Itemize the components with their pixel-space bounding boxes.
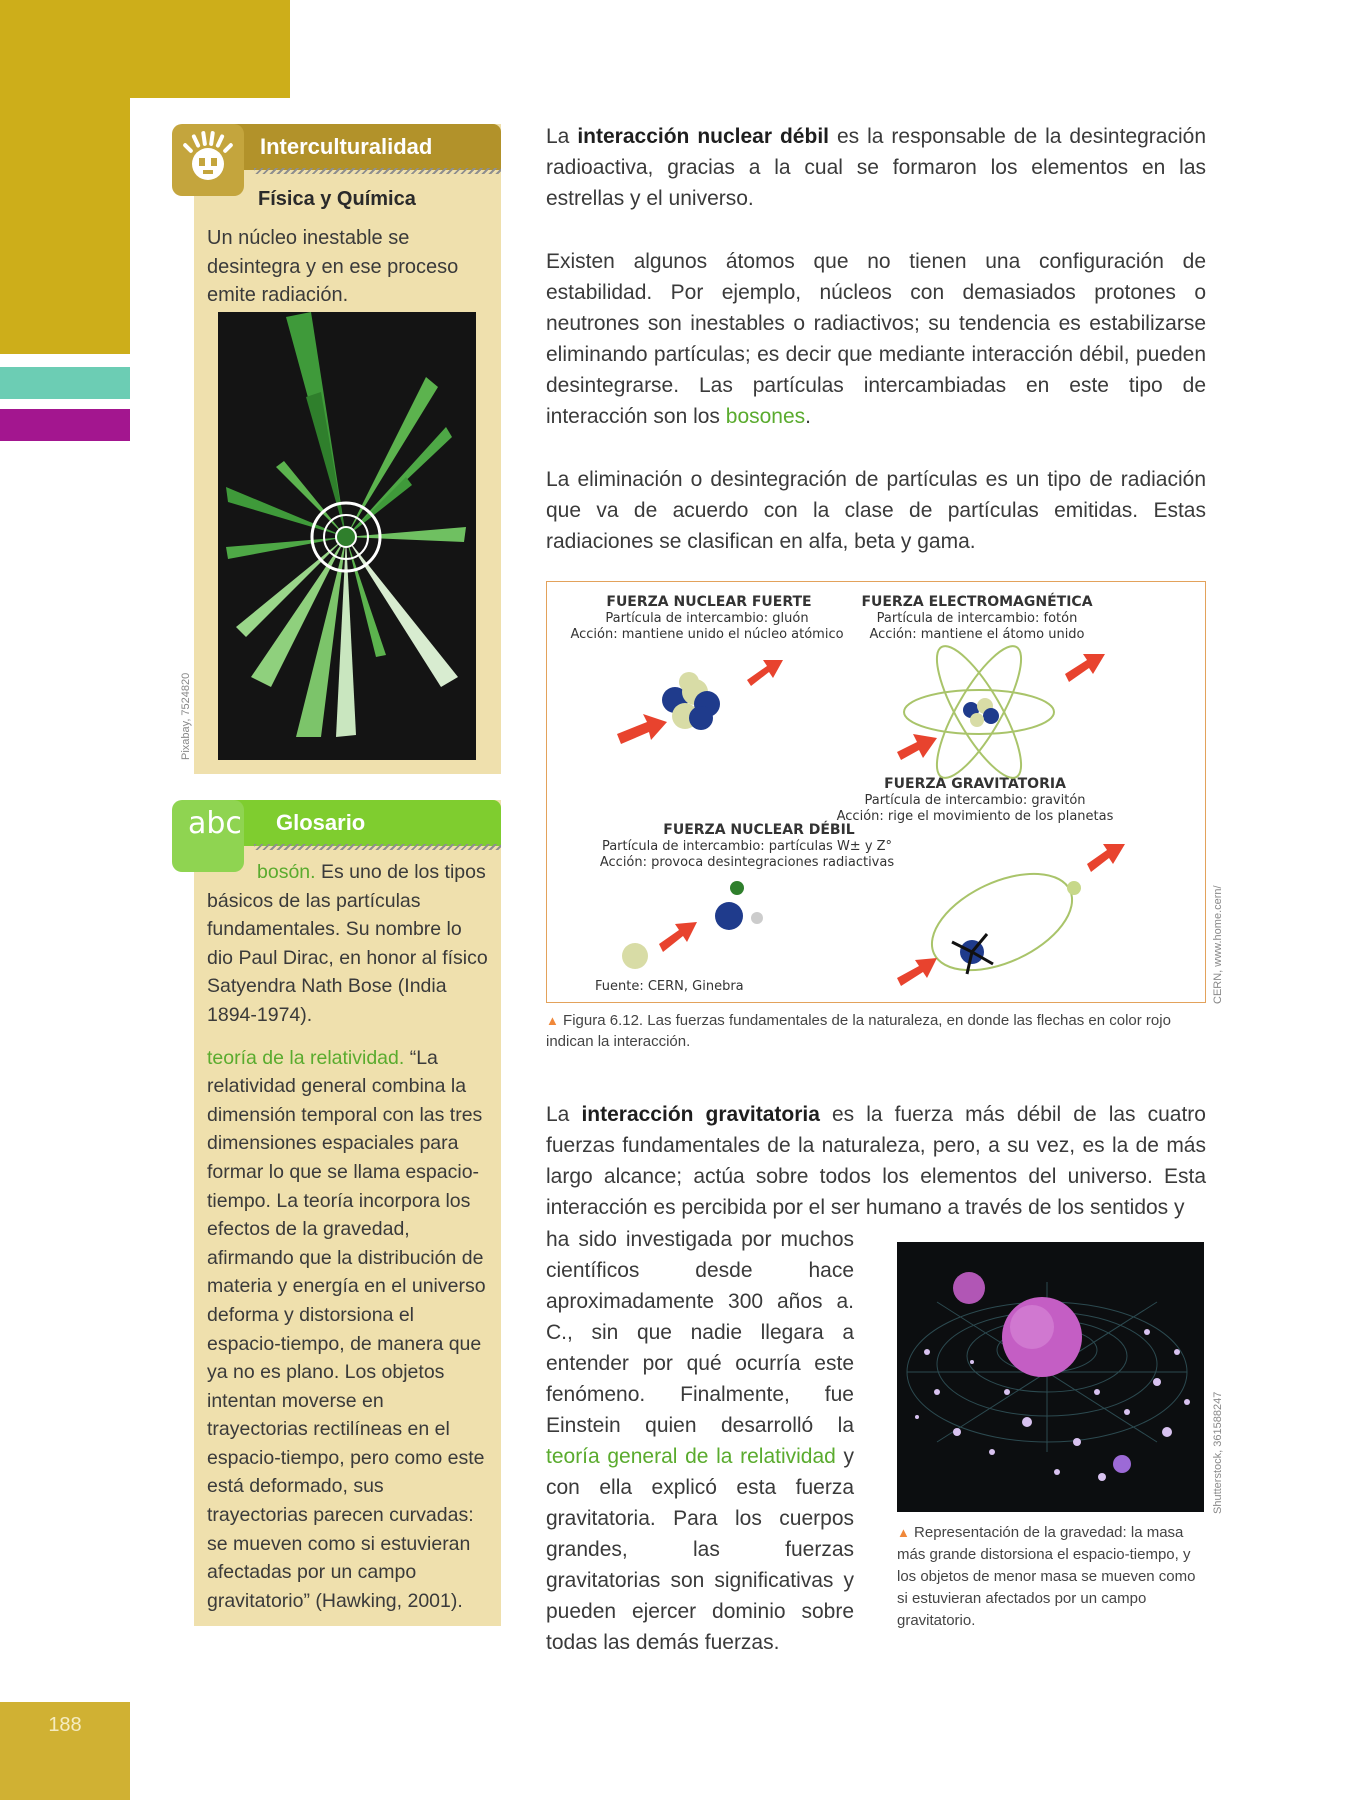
glosario-term: teoría de la relatividad. bbox=[207, 1046, 405, 1069]
paragraph-weak-nuclear: La interacción nuclear débil es la responsable de la desintegración radioactiva, gracias a la cual se formaron los elementos en las estrellas y el universo. bbox=[546, 125, 1206, 210]
glosario-entry bbox=[207, 858, 489, 1030]
page-number: 188 bbox=[48, 1714, 82, 1736]
figure-credit: CERN, www.home.cern/ bbox=[1212, 885, 1224, 1004]
relativity-link[interactable]: teoría general de la relatividad bbox=[546, 1445, 836, 1468]
electro-line1: Partícula de intercambio: fotón bbox=[876, 611, 1078, 626]
glosario-entries bbox=[207, 858, 489, 1629]
glosario-definition: “La relatividad general combina la dimensión temporal con las tres dimensiones espaciales para formar lo que se llama espacio-tiempo. La teoría incorpora los efectos de la gravedad, afirmando que la distribución de materia y energía en el universo deforma y distorsiona el espacio-tiempo, de manera que ya no es plano. Los objetos intentan moverse en trayectorias rectilíneas en el espacio-tiempo, pero como este está deformado, sus trayectorias parecen curvadas: se mueven como si estuvieran afectadas por un campo gravitatorio” (Hawking, 2001). bbox=[207, 1046, 486, 1612]
nucleus-strong bbox=[662, 672, 720, 730]
fuerte-line2: Acción: mantiene unido el núcleo atómico bbox=[570, 627, 844, 642]
glosario-title: Glosario bbox=[276, 810, 366, 835]
spacetime-illustration bbox=[897, 1242, 1204, 1512]
space-image-credit: Shutterstock, 361588247 bbox=[1212, 1391, 1224, 1514]
paragraph-radiation: La eliminación o desintegración de partículas es un tipo de radiación que va de acuerdo con la clase de partículas emitidas. Estas radiaciones se clasifican en alfa, beta y gama. bbox=[546, 468, 1206, 553]
mask-icon bbox=[172, 124, 244, 196]
space-image-caption: ▲ Representación de la gravedad: la masa más grande distorsiona el espacio-tiempo, y los objetos de menor masa se mueven como si estuvieran afectados por un campo gravitatorio. bbox=[897, 1524, 1196, 1629]
decorative-band-teal bbox=[0, 367, 130, 399]
fuerte-line1: Partícula de intercambio: gluón bbox=[605, 611, 809, 626]
grav-line2: Acción: rige el movimiento de los planetas bbox=[836, 809, 1114, 824]
debil-line2: Acción: provoca desintegraciones radiactivas bbox=[599, 855, 895, 870]
glosario-entry bbox=[207, 1044, 489, 1616]
interculturalidad-text: Un núcleo inestable se desintegra y en ese proceso emite radiación. bbox=[207, 227, 459, 306]
fundamental-forces-figure bbox=[546, 581, 1206, 1003]
triangle-icon: ▲ bbox=[897, 1525, 910, 1540]
decorative-band-magenta bbox=[0, 409, 130, 441]
particle-tracks-photo bbox=[218, 312, 476, 760]
grav-title: FUERZA GRAVITATORIA bbox=[884, 776, 1066, 792]
interculturalidad-box bbox=[194, 124, 501, 774]
decorative-band-top bbox=[0, 0, 290, 98]
electro-title: FUERZA ELECTROMAGNÉTICA bbox=[861, 594, 1093, 610]
debil-line1: Partícula de intercambio: partículas W± y Z° bbox=[601, 839, 893, 854]
triangle-icon: ▲ bbox=[546, 1013, 559, 1028]
figure-source: Fuente: CERN, Ginebra bbox=[595, 979, 744, 994]
interculturalidad-title: Interculturalidad bbox=[260, 134, 433, 159]
debil-title: FUERZA NUCLEAR DÉBIL bbox=[663, 822, 855, 838]
paragraph-stability: Existen algunos átomos que no tienen una configuración de estabilidad. Por ejemplo, núcleos con demasiados protones o neutrones son inestables o radiactivos; su tendencia es estabilizarse eliminando partículas; es decir que mediante interacción débil, pueden desintegrarse. Las partículas intercambiadas en este tipo de interacción son los bosones. bbox=[546, 250, 1206, 428]
glosario-definition: Es uno de los tipos básicos de las partículas fundamentales. Su nombre lo dio Paul Dirac, en honor al físico Satyendra Nath Bose (India 1894-1974). bbox=[207, 861, 488, 1026]
interculturalidad-subtitle: Física y Química bbox=[258, 188, 416, 210]
alphabet-icon: abc bbox=[172, 800, 244, 872]
electro-line2: Acción: mantiene el átomo unido bbox=[869, 627, 1085, 642]
figure-caption: ▲ Figura 6.12. Las fuerzas fundamentales de la naturaleza, en donde las flechas en color rojo indican la interacción. bbox=[546, 1012, 1171, 1050]
bosones-link[interactable]: bosones bbox=[725, 405, 806, 428]
decorative-band-side bbox=[0, 98, 130, 354]
glosario-box bbox=[188, 800, 501, 1626]
photo-credit: Pixabay, 7524820 bbox=[180, 672, 192, 760]
grav-line1: Partícula de intercambio: gravitón bbox=[864, 793, 1086, 808]
paragraph-gravity-history: ha sido investigada por muchos científicos desde hace aproximadamente 300 años a. C., sin que nadie llegara a entender por qué ocurría este fenómeno. Finalmente, fue Einstein quien desarrolló la teoría general de la relatividad y con ella explicó esta fuerza gravitatoria. Para los cuerpos grandes, las fuerzas gravitatorias son significativas y pueden ejercer dominio sobre todas las demás fuerzas. bbox=[546, 1228, 854, 1654]
paragraph-gravity: La interacción gravitatoria es la fuerza más débil de las cuatro fuerzas fundamentales de la naturaleza, pero, a su vez, es la de más largo alcance; actúa sobre todos los elementos del universo. Esta interacción es percibida por el ser humano a través de los sentidos y bbox=[546, 1103, 1206, 1219]
glosario-term: bosón. bbox=[257, 861, 316, 883]
fuerte-title: FUERZA NUCLEAR FUERTE bbox=[606, 594, 812, 610]
